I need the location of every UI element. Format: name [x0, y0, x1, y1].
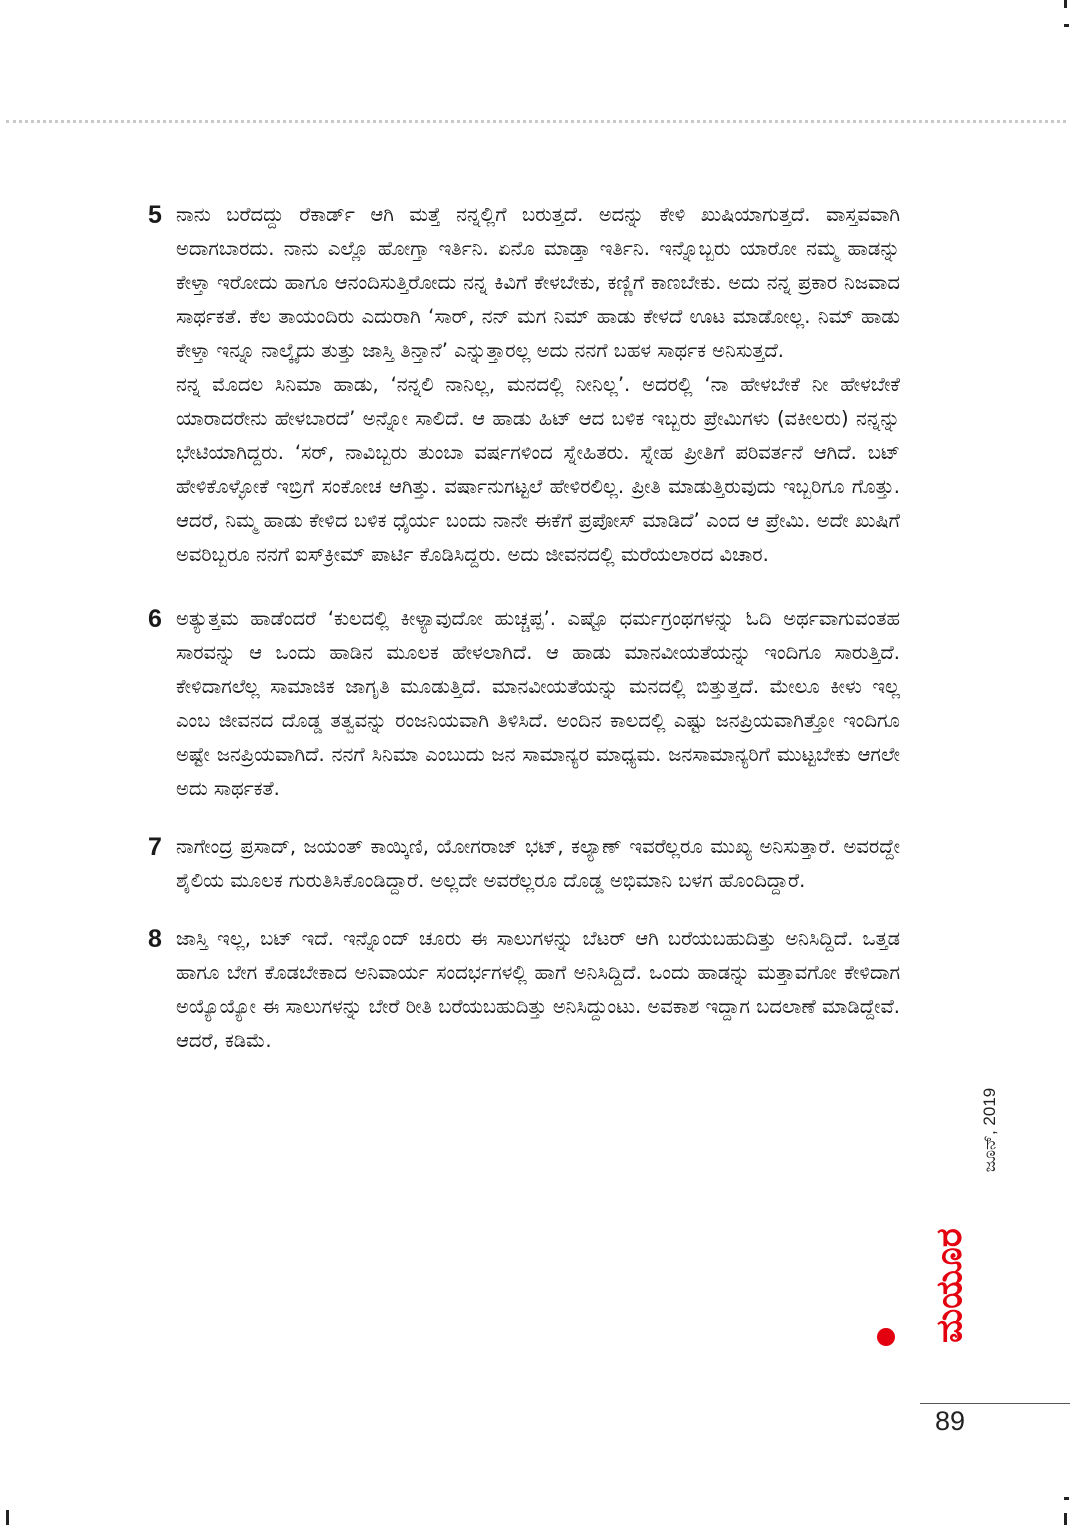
article-body [148, 198, 900, 1058]
magazine-sidebar [920, 1087, 999, 1390]
header-dotted-rule [6, 120, 1066, 123]
spacer [148, 898, 900, 922]
issue-date: ಜೂನ್, 2019 [980, 1087, 999, 1173]
crop-mark [1064, 24, 1069, 27]
answer-7 [148, 830, 900, 898]
red-dot-icon [877, 1328, 895, 1346]
answer-5 [148, 198, 900, 572]
answer-paragraph: ಅತ್ಯುತ್ತಮ ಹಾಡೆಂದರೆ ‘ಕುಲದಲ್ಲಿ ಕೀಳ್ಯಾವುದೋ ಹುಚ್ಚಪ್ಪ’. ಎಷ್ಟೊ ಧರ್ಮಗ್ರಂಥಗಳನ್ನು ಓದಿ ಅರ್ಥವಾಗುವಂತಹ ಸಾರವನ್ನು ಆ ಒಂದು ಹಾಡಿನ ಮೂಲಕ ಹೇಳಲಾಗಿದೆ. ಆ ಹಾಡು ಮಾನವೀಯತೆಯನ್ನು ಇಂದಿಗೂ ಸಾರುತ್ತಿದೆ. ಕೇಳಿದಾಗಲೆಲ್ಲ ಸಾಮಾಜಿಕ ಜಾಗೃತಿ ಮೂಡುತ್ತಿದೆ. ಮಾನವೀಯತೆಯನ್ನು ಮನದಲ್ಲಿ ಬಿತ್ತುತ್ತದೆ. ಮೇಲೂ ಕೀಳು ಇಲ್ಲ ಎಂಬ ಜೀವನದ ದೊಡ್ಡ ತತ್ವವನ್ನು ರಂಜನಿಯವಾಗಿ ತಿಳಿಸಿದೆ. ಅಂದಿನ ಕಾಲದಲ್ಲಿ ಎಷ್ಟು ಜನಪ್ರಿಯವಾಗಿತ್ತೋ ಇಂದಿಗೂ ಅಷ್ಟೇ ಜನಪ್ರಿಯವಾಗಿದೆ. ನನಗೆ ಸಿನಿಮಾ ಎಂಬುದು ಜನ ಸಾಮಾನ್ಯರ ಮಾಧ್ಯಮ. ಜನಸಾಮಾನ್ಯರಿಗೆ ಮುಟ್ಟಬೇಕು ಆಗಲೇ ಅದು ಸಾರ್ಥಕತೆ. [176, 607, 900, 800]
answer-number: 8 [148, 925, 162, 953]
answer-6 [148, 602, 900, 806]
answer-paragraph: ಜಾಸ್ತಿ ಇಲ್ಲ, ಬಟ್ ಇದೆ. ಇನ್ನೊಂದ್ ಚೂರು ಈ ಸಾಲುಗಳನ್ನು ಬೆಟರ್ ಆಗಿ ಬರೆಯಬಹುದಿತ್ತು ಅನಿಸಿದ್ದಿದೆ. ಒತ್ತಡ ಹಾಗೂ ಬೇಗ ಕೊಡಬೇಕಾದ ಅನಿವಾರ್ಯ ಸಂದರ್ಭಗಳಲ್ಲಿ ಹಾಗೆ ಅನಿಸಿದ್ದಿದೆ. ಒಂದು ಹಾಡನ್ನು ಮತ್ತಾವಗೋ ಕೇಳಿದಾಗ ಅಯ್ಯೊಯ್ಯೋ ಈ ಸಾಲುಗಳನ್ನು ಬೇರೆ ರೀತಿ ಬರೆಯಬಹುದಿತ್ತು ಅನಿಸಿದ್ದುಂಟು. ಅವಕಾಶ ಇದ್ದಾಗ ಬದಲಾಣೆ ಮಾಡಿದ್ದೇವೆ. ಆದರೆ, ಕಡಿಮೆ. [176, 927, 900, 1052]
crop-mark [1064, 1497, 1069, 1500]
page-number: 89 [935, 1406, 966, 1436]
answer-paragraph: ನಾಗೇಂದ್ರ ಪ್ರಸಾದ್, ಜಯಂತ್ ಕಾಯ್ಕಿಣಿ, ಯೋಗರಾಜ್ ಭಟ್, ಕಲ್ಯಾಣ್ ಇವರೆಲ್ಲರೂ ಮುಖ್ಯ ಅನಿಸುತ್ತಾರೆ. ಅವರದ್ದೇ ಶೈಲಿಯ ಮೂಲಕ ಗುರುತಿಸಿಕೊಂಡಿದ್ದಾರೆ. ಅಲ್ಲದೇ ಅವರೆಲ್ಲರೂ ದೊಡ್ಡ ಅಭಿಮಾನಿ ಬಳಗ ಹೊಂದಿದ್ದಾರೆ. [176, 835, 900, 892]
crop-mark [6, 1510, 9, 1525]
spacer [148, 572, 900, 602]
crop-mark [1064, 0, 1067, 8]
answer-number: 7 [148, 833, 162, 861]
answer-number: 6 [148, 605, 162, 633]
footer-rule [920, 1403, 1070, 1404]
magazine-logo: ಮಯೂರ [929, 1228, 970, 1343]
answer-paragraph: ನಾನು ಬರೆದದ್ದು ರೆಕಾರ್ಡ್ ಆಗಿ ಮತ್ತೆ ನನ್ನಲ್ಲಿಗೆ ಬರುತ್ತದೆ. ಅದನ್ನು ಕೇಳಿ ಖುಷಿಯಾಗುತ್ತದೆ. ವಾಸ್ತವವಾಗಿ ಅದಾಗಬಾರದು. ನಾನು ಎಲ್ಲೊ ಹೋಗ್ತಾ ಇರ್ತಿನಿ. ಏನೊ ಮಾಡ್ತಾ ಇರ್ತಿನಿ. ಇನ್ನೊಬ್ಬರು ಯಾರೋ ನಮ್ಮ ಹಾಡನ್ನು ಕೇಳ್ತಾ ಇರೋದು ಹಾಗೂ ಆನಂದಿಸುತ್ತಿರೋದು ನನ್ನ ಕಿವಿಗೆ ಕೇಳಬೇಕು, ಕಣ್ಣಿಗೆ ಕಾಣಬೇಕು. ಅದು ನನ್ನ ಪ್ರಕಾರ ನಿಜವಾದ ಸಾರ್ಥಕತೆ. ಕೆಲ ತಾಯಂದಿರು ಎದುರಾಗಿ ‘ಸಾರ್, ನನ್ ಮಗ ನಿಮ್ ಹಾಡು ಕೇಳದೆ ಊಟ ಮಾಡೋಲ್ಲ. ನಿಮ್ ಹಾಡು ಕೇಳ್ತಾ ಇನ್ನೂ ನಾಲ್ಕೈದು ತುತ್ತು ಜಾಸ್ತಿ ತಿನ್ತಾನೆ’ ಎನ್ನುತ್ತಾರಲ್ಲ ಅದು ನನಗೆ ಬಹಳ ಸಾರ್ಥಕ ಅನಿಸುತ್ತದೆ. [176, 203, 900, 362]
answer-8 [148, 922, 900, 1058]
answer-paragraph: ನನ್ನ ಮೊದಲ ಸಿನಿಮಾ ಹಾಡು, ‘ನನ್ನಲಿ ನಾನಿಲ್ಲ, ಮನದಲ್ಲಿ ನೀನಿಲ್ಲ’. ಅದರಲ್ಲಿ ‘ನಾ ಹೇಳಬೇಕೆ ನೀ ಹೇಳಬೇಕೆ ಯಾರಾದರೇನು ಹೇಳಬಾರದೆ’ ಅನ್ನೋ ಸಾಲಿದೆ. ಆ ಹಾಡು ಹಿಟ್ ಆದ ಬಳಿಕ ಇಬ್ಬರು ಪ್ರೇಮಿಗಳು (ವಕೀಲರು) ನನ್ನನ್ನು ಭೇಟಿಯಾಗಿದ್ದರು. ‘ಸರ್, ನಾವಿಬ್ಬರು ತುಂಬಾ ವರ್ಷಗಳಿಂದ ಸ್ನೇಹಿತರು. ಸ್ನೇಹ ಪ್ರೀತಿಗೆ ಪರಿವರ್ತನೆ ಆಗಿದೆ. ಬಟ್ ಹೇಳಿಕೊಳ್ಳೋಕೆ ಇಬ್ರಿಗೆ ಸಂಕೋಚ ಆಗಿತ್ತು. ವರ್ಷಾನುಗಟ್ಟಲೆ ಹೇಳಿರಲಿಲ್ಲ. ಪ್ರೀತಿ ಮಾಡುತ್ತಿರುವುದು ಇಬ್ಬರಿಗೂ ಗೊತ್ತು. ಆದರೆ, ನಿಮ್ಮ ಹಾಡು ಕೇಳಿದ ಬಳಿಕ ಧೈರ್ಯ ಬಂದು ನಾನೇ ಈಕೆಗೆ ಪ್ರಪೋಸ್ ಮಾಡಿದೆ’ ಎಂದ ಆ ಪ್ರೇಮಿ. ಅದೇ ಖುಷಿಗೆ ಅವರಿಬ್ಬರೂ ನನಗೆ ಐಸ್‌ಕ್ರೀಮ್ ಪಾರ್ಟಿ ಕೊಡಿಸಿದ್ದರು. ಅದು ಜೀವನದಲ್ಲಿ ಮರೆಯಲಾರದ ವಿಚಾರ. [176, 373, 900, 566]
answer-number: 5 [148, 201, 162, 229]
crop-mark [1064, 1513, 1067, 1525]
spacer [148, 806, 900, 830]
